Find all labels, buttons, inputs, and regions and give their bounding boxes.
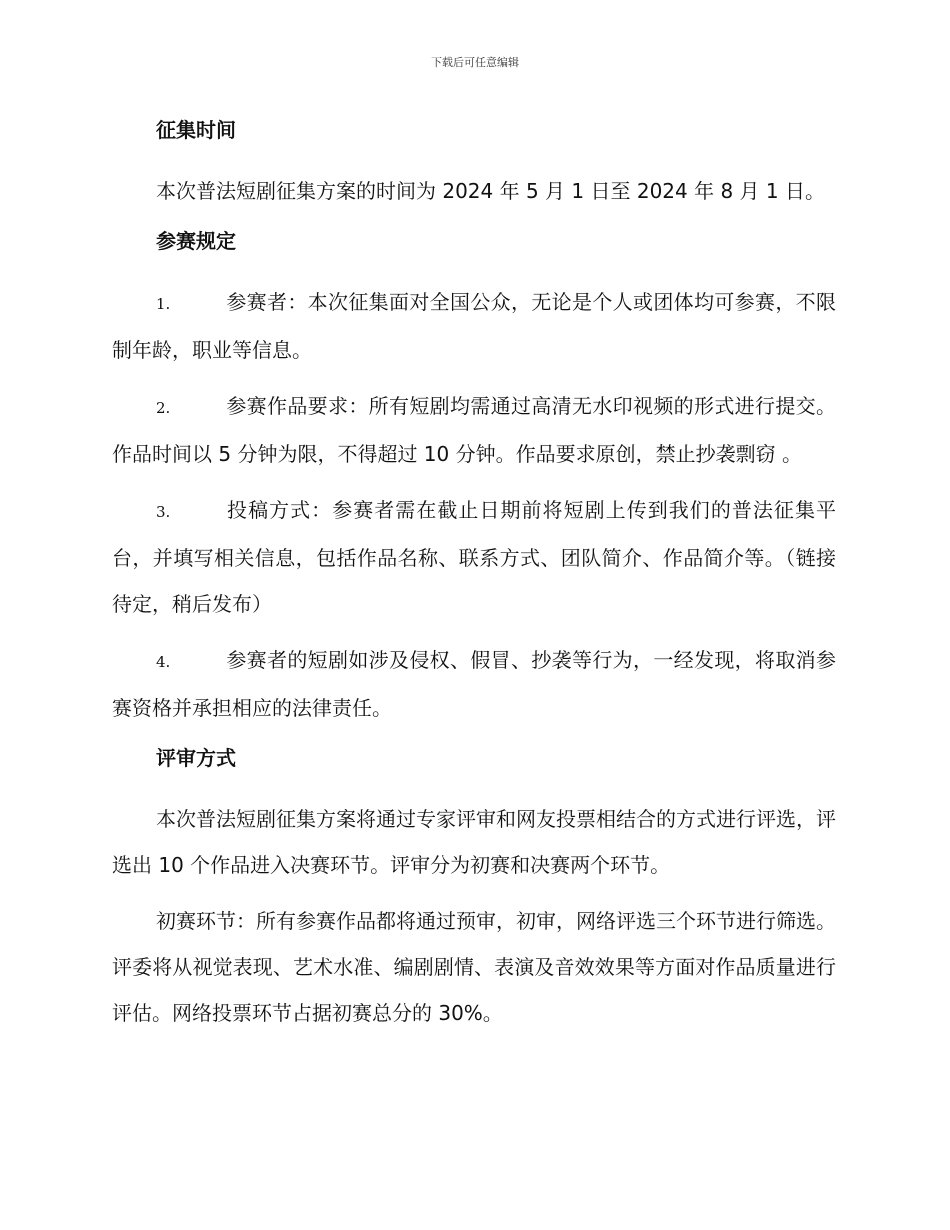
time-paragraph: 本次普法短剧征集方案的时间为 2024 年 5 月 1 日至 2024 年 8 月 1 日。 <box>156 179 825 203</box>
rule-item <box>112 279 836 373</box>
rule-item <box>112 637 836 731</box>
rule-number: 3. <box>156 503 171 521</box>
rule-number: 2. <box>156 399 171 417</box>
header-note: 下载后可任意编辑 <box>431 56 519 69</box>
rule-text: 参赛者：本次征集面对全国公众，无论是个人或团体均可参赛，不限制年龄，职业等信息。 <box>112 290 836 362</box>
rule-text: 参赛作品要求：所有短剧均需通过高清无水印视频的形式进行提交。作品时间以 5 分钟为限，不得超过 10 分钟。作品要求原创，禁止抄袭剽窃 。 <box>112 394 836 466</box>
review-paragraph: 本次普法短剧征集方案将通过专家评审和网友投票相结合的方式进行评选，评选出 10 个作品进入决赛环节。评审分为初赛和决赛两个环节。 <box>112 807 836 877</box>
document-body <box>112 113 836 1046</box>
rule-text: 投稿方式：参赛者需在截止日期前将短剧上传到我们的普法征集平台，并填写相关信息，包括作品名称、联系方式、团队简介、作品简介等。（链接待定，稍后发布） <box>112 498 836 616</box>
review-paragraph: 初赛环节：所有参赛作品都将通过预审，初审，网络评选三个环节进行筛选。评委将从视觉表现、艺术水准、编剧剧情、表演及音效效果等方面对作品质量进行评估。网络投票环节占据初赛总分的 30%。 <box>112 909 836 1025</box>
section-heading-rules: 参赛规定 <box>156 229 236 253</box>
rule-item <box>112 383 836 477</box>
rule-number: 1. <box>156 295 171 313</box>
rule-number: 4. <box>156 653 171 671</box>
rule-text: 参赛者的短剧如涉及侵权、假冒、抄袭等行为，一经发现，将取消参赛资格并承担相应的法律责任。 <box>112 648 836 720</box>
rule-item <box>112 487 836 627</box>
section-heading-review: 评审方式 <box>156 746 236 770</box>
section-heading-time: 征集时间 <box>156 118 236 142</box>
